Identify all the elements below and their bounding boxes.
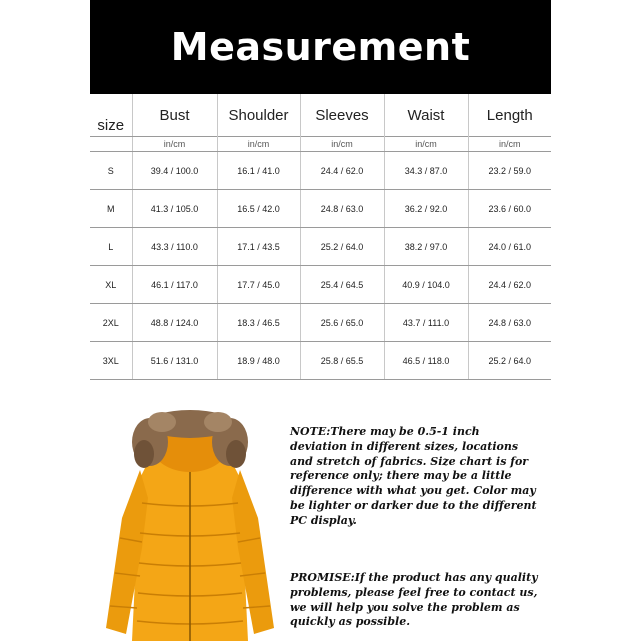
bust-cell: 46.1 / 117.0 <box>132 266 217 304</box>
table-row <box>90 304 551 342</box>
shoulder-cell: 16.1 / 41.0 <box>217 152 300 190</box>
column-header-bust: Bust <box>132 94 217 137</box>
unit-label: in/cm <box>132 137 217 152</box>
sleeves-cell: 24.4 / 62.0 <box>300 152 384 190</box>
unit-blank-cell <box>90 137 132 152</box>
unit-label: in/cm <box>384 137 468 152</box>
sleeves-cell: 25.4 / 64.5 <box>300 266 384 304</box>
size-cell: 3XL <box>90 342 132 380</box>
promise-text: PROMISE:If the product has any quality problems, please feel free to contact us, we will help you solve the problem as quickly as possible. <box>290 571 538 629</box>
bust-cell: 43.3 / 110.0 <box>132 228 217 266</box>
size-chart-table <box>90 94 551 380</box>
bust-cell: 41.3 / 105.0 <box>132 190 217 228</box>
length-cell: 24.4 / 62.0 <box>468 266 551 304</box>
size-cell: L <box>90 228 132 266</box>
sleeves-cell: 24.8 / 63.0 <box>300 190 384 228</box>
length-cell: 24.0 / 61.0 <box>468 228 551 266</box>
table-header-row <box>90 94 551 137</box>
unit-label: in/cm <box>300 137 384 152</box>
page-title: Measurement <box>170 25 471 69</box>
column-header-shoulder: Shoulder <box>217 94 300 137</box>
size-cell: S <box>90 152 132 190</box>
unit-label: in/cm <box>217 137 300 152</box>
size-cell: XL <box>90 266 132 304</box>
shoulder-cell: 17.7 / 45.0 <box>217 266 300 304</box>
column-header-waist: Waist <box>384 94 468 137</box>
size-cell: 2XL <box>90 304 132 342</box>
table-row <box>90 152 551 190</box>
unit-row <box>90 137 551 152</box>
table-row <box>90 190 551 228</box>
unit-label: in/cm <box>468 137 551 152</box>
length-cell: 25.2 / 64.0 <box>468 342 551 380</box>
bust-cell: 51.6 / 131.0 <box>132 342 217 380</box>
measurement-header <box>90 0 551 94</box>
shoulder-cell: 17.1 / 43.5 <box>217 228 300 266</box>
length-cell: 23.6 / 60.0 <box>468 190 551 228</box>
waist-cell: 36.2 / 92.0 <box>384 190 468 228</box>
waist-cell: 38.2 / 97.0 <box>384 228 468 266</box>
shoulder-cell: 18.9 / 48.0 <box>217 342 300 380</box>
bust-cell: 48.8 / 124.0 <box>132 304 217 342</box>
waist-cell: 40.9 / 104.0 <box>384 266 468 304</box>
waist-cell: 46.5 / 118.0 <box>384 342 468 380</box>
column-header-length: Length <box>468 94 551 137</box>
bust-cell: 39.4 / 100.0 <box>132 152 217 190</box>
waist-cell: 43.7 / 111.0 <box>384 304 468 342</box>
sleeves-cell: 25.8 / 65.5 <box>300 342 384 380</box>
length-cell: 23.2 / 59.0 <box>468 152 551 190</box>
table-row <box>90 228 551 266</box>
waist-cell: 34.3 / 87.0 <box>384 152 468 190</box>
sleeves-cell: 25.6 / 65.0 <box>300 304 384 342</box>
column-header-sleeves: Sleeves <box>300 94 384 137</box>
jacket-product-image <box>100 408 280 641</box>
length-cell: 24.8 / 63.0 <box>468 304 551 342</box>
shoulder-cell: 18.3 / 46.5 <box>217 304 300 342</box>
size-cell: M <box>90 190 132 228</box>
shoulder-cell: 16.5 / 42.0 <box>217 190 300 228</box>
sleeves-cell: 25.2 / 64.0 <box>300 228 384 266</box>
size-column-header: size <box>90 94 132 137</box>
table-row <box>90 342 551 380</box>
note-text: NOTE:There may be 0.5-1 inch deviation in different sizes, locations and stretch of fabrics. Size chart is for reference only; there may be a little difference with what you get. Color may be lighter or darker due to the different PC display. <box>290 425 537 527</box>
table-row <box>90 266 551 304</box>
